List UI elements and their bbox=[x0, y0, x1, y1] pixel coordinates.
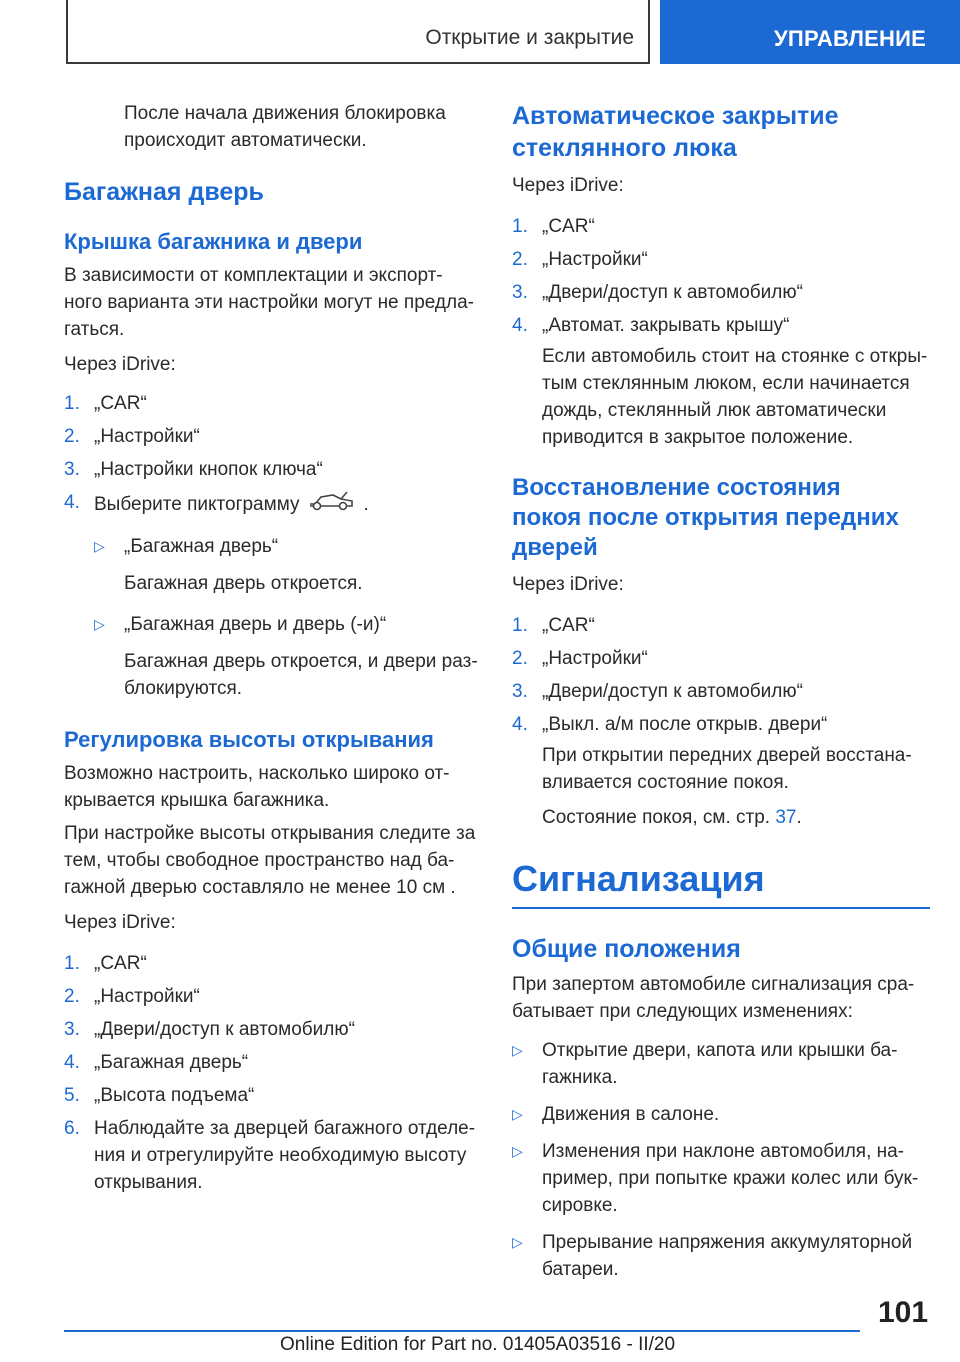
step-text: „Настройки“ bbox=[542, 249, 648, 270]
heading-rule bbox=[512, 907, 930, 909]
heading-auto-close-line-2: стеклянного люка bbox=[512, 134, 737, 162]
list-item bbox=[64, 1049, 484, 1076]
step-number: 3. bbox=[64, 1019, 80, 1040]
step-text: „Настройки“ bbox=[542, 648, 648, 669]
option-desc-line-1: Багажная дверь откроется, и двери раз- bbox=[124, 651, 478, 672]
bullet-line: гажника. bbox=[542, 1067, 618, 1088]
reference-period: . bbox=[796, 807, 802, 828]
height-line-4: тем, чтобы свободное пространство над ба- bbox=[64, 850, 455, 871]
list-item bbox=[512, 645, 930, 672]
step-6-cont-2: открывания. bbox=[94, 1172, 203, 1193]
list-item bbox=[64, 1016, 484, 1043]
triangle-right-icon: ▷ bbox=[94, 538, 105, 554]
option-desc-line-2: блокируются. bbox=[124, 678, 243, 699]
step-4-desc-4: приводится в закрытое положение. bbox=[542, 427, 854, 448]
steps-list-1 bbox=[64, 390, 484, 521]
step-text: Выберите пиктограмму bbox=[94, 494, 300, 516]
list-item bbox=[512, 1229, 930, 1283]
step-number: 1. bbox=[64, 393, 80, 414]
heading-restore-line-2: покоя после открытия передних bbox=[512, 504, 899, 531]
intro-line-1: После начала движения блокировка bbox=[124, 103, 446, 124]
heading-tailgate: Багажная дверь bbox=[64, 178, 264, 206]
list-item bbox=[64, 950, 484, 977]
step-number: 1. bbox=[64, 953, 80, 974]
step-number: 1. bbox=[512, 615, 528, 636]
depend-line-3: гаться. bbox=[64, 319, 125, 340]
step-text: „Двери/доступ к автомобилю“ bbox=[94, 1019, 355, 1040]
list-item bbox=[64, 423, 484, 450]
bullet-line: Открытие двери, капота или крышки ба- bbox=[542, 1040, 898, 1061]
via-idrive-2: Через iDrive: bbox=[64, 912, 176, 933]
height-line-1: Возможно настроить, насколько широко от- bbox=[64, 763, 450, 784]
footer-rule bbox=[64, 1330, 860, 1332]
list-item bbox=[512, 1138, 930, 1219]
step-4b-desc-2: вливается состояние покоя. bbox=[542, 772, 789, 793]
option-label: „Багажная дверь“ bbox=[124, 536, 279, 557]
depend-line-1: В зависимости от комплектации и экспорт- bbox=[64, 265, 443, 286]
heading-lid-doors: Крышка багажника и двери bbox=[64, 229, 363, 254]
step-number: 5. bbox=[64, 1085, 80, 1106]
list-item bbox=[512, 1037, 930, 1091]
step-4-period: . bbox=[363, 494, 369, 516]
step-number: 3. bbox=[512, 681, 528, 702]
bullet-line: Прерывание напряжения аккумуляторной bbox=[542, 1232, 913, 1253]
option-desc: Багажная дверь откроется. bbox=[124, 573, 363, 594]
list-item bbox=[64, 489, 484, 521]
list-item bbox=[512, 711, 930, 738]
step-text: „CAR“ bbox=[542, 615, 595, 636]
pictogram-options bbox=[64, 533, 484, 702]
reference-text: Состояние покоя, см. стр. bbox=[542, 807, 771, 828]
header-section-tab bbox=[66, 0, 650, 64]
step-text: „Настройки“ bbox=[94, 426, 200, 447]
bullet-line: пример, при попытке кражи колес или бук- bbox=[542, 1168, 919, 1189]
list-item bbox=[64, 1082, 484, 1109]
heading-opening-height: Регулировка высоты открывания bbox=[64, 727, 434, 752]
triangle-right-icon: ▷ bbox=[512, 1234, 523, 1250]
list-item bbox=[512, 312, 930, 339]
step-number: 2. bbox=[64, 986, 80, 1007]
list-item bbox=[512, 279, 930, 306]
triangle-right-icon: ▷ bbox=[512, 1106, 523, 1122]
depend-line-2: ного варианта эти настройки могут не предла- bbox=[64, 292, 474, 313]
list-item bbox=[64, 983, 484, 1010]
heading-alarm: Сигнализация bbox=[512, 858, 765, 899]
step-text: „Автомат. закрывать крышу“ bbox=[542, 315, 790, 336]
steps-list-4 bbox=[512, 612, 930, 831]
step-number: 1. bbox=[512, 216, 528, 237]
step-number: 4. bbox=[512, 714, 528, 735]
list-item bbox=[64, 456, 484, 483]
left-column bbox=[64, 100, 484, 1196]
via-idrive-2: Через iDrive: bbox=[512, 574, 624, 595]
steps-list-3 bbox=[512, 213, 930, 451]
list-item bbox=[94, 533, 484, 560]
header-section-title: Открытие и закрытие bbox=[425, 26, 634, 49]
via-idrive: Через iDrive: bbox=[64, 354, 176, 375]
edition-note: Online Edition for Part no. 01405A03516 - II/20 bbox=[280, 1334, 676, 1355]
step-text: Наблюдайте за дверцей багажного отделе- bbox=[94, 1118, 476, 1139]
via-idrive: Через iDrive: bbox=[512, 175, 624, 196]
list-item bbox=[94, 611, 484, 638]
alarm-line-1: При запертом автомобиле сигнализация сра- bbox=[512, 974, 915, 995]
option-label: „Багажная дверь и дверь (-и)“ bbox=[124, 614, 387, 635]
step-text: „Настройки“ bbox=[94, 986, 200, 1007]
alarm-line-2: батывает при следующих изменениях: bbox=[512, 1001, 853, 1022]
bullet-line: сировке. bbox=[542, 1195, 618, 1216]
reference-page-link[interactable]: 37 bbox=[775, 807, 797, 828]
step-text: „Багажная дверь“ bbox=[94, 1052, 249, 1073]
list-item bbox=[64, 1115, 484, 1142]
height-line-5: гажной дверью составляло не менее 10 см . bbox=[64, 877, 456, 898]
alarm-triggers bbox=[512, 1037, 930, 1283]
bullet-line: Изменения при наклоне автомобиля, на- bbox=[542, 1141, 905, 1162]
triangle-right-icon: ▷ bbox=[512, 1042, 523, 1058]
step-text: „Высота подъема“ bbox=[94, 1085, 255, 1106]
step-number: 2. bbox=[512, 648, 528, 669]
step-number: 3. bbox=[64, 459, 80, 480]
list-item bbox=[512, 612, 930, 639]
step-text: „CAR“ bbox=[542, 216, 595, 237]
page-number: 101 bbox=[878, 1296, 929, 1329]
step-number: 4. bbox=[64, 1052, 80, 1073]
step-4-desc-2: тым стеклянным люком, если начинается bbox=[542, 373, 910, 394]
step-number: 4. bbox=[512, 315, 528, 336]
step-number: 4. bbox=[64, 492, 80, 513]
heading-auto-close-line-1: Автоматическое закрытие bbox=[512, 102, 839, 130]
car-trunk-icon bbox=[307, 489, 355, 521]
header-chapter-tab bbox=[660, 0, 960, 64]
list-item bbox=[512, 1101, 930, 1128]
step-4b-desc-1: При открытии передних дверей восстана- bbox=[542, 745, 912, 766]
step-text: „CAR“ bbox=[94, 393, 147, 414]
step-text: „CAR“ bbox=[94, 953, 147, 974]
triangle-right-icon: ▷ bbox=[94, 616, 105, 632]
list-item bbox=[512, 678, 930, 705]
step-text: „Двери/доступ к автомобилю“ bbox=[542, 282, 803, 303]
intro-line-2: происходит автоматически. bbox=[124, 130, 367, 151]
heading-restore-line-3: дверей bbox=[512, 534, 598, 561]
step-text: „Двери/доступ к автомобилю“ bbox=[542, 681, 803, 702]
step-number: 2. bbox=[512, 249, 528, 270]
heading-general: Общие положения bbox=[512, 935, 741, 963]
right-column bbox=[512, 100, 930, 1283]
height-line-3: При настройке высоты открывания следите за bbox=[64, 823, 476, 844]
header-chapter-title: УПРАВЛЕНИЕ bbox=[774, 26, 926, 51]
step-4-desc-1: Если автомобиль стоит на стоянке с откры- bbox=[542, 346, 928, 367]
steps-list-2 bbox=[64, 950, 484, 1196]
step-6-cont-1: ния и отрегулируйте необходимую высоту bbox=[94, 1145, 467, 1166]
step-4-desc-3: дождь, стеклянный люк автоматически bbox=[542, 400, 887, 421]
step-number: 3. bbox=[512, 282, 528, 303]
bullet-line: батареи. bbox=[542, 1259, 619, 1280]
list-item bbox=[64, 390, 484, 417]
height-line-2: крывается крышка багажника. bbox=[64, 790, 330, 811]
step-number: 6. bbox=[64, 1118, 80, 1139]
step-text: „Выкл. а/м после открыв. двери“ bbox=[542, 714, 828, 735]
step-number: 2. bbox=[64, 426, 80, 447]
triangle-right-icon: ▷ bbox=[512, 1143, 523, 1159]
heading-restore-line-1: Восстановление состояния bbox=[512, 474, 841, 501]
bullet-line: Движения в салоне. bbox=[542, 1104, 720, 1125]
reference-line bbox=[512, 804, 930, 831]
list-item bbox=[512, 213, 930, 240]
list-item bbox=[512, 246, 930, 273]
step-text: „Настройки кнопок ключа“ bbox=[94, 459, 323, 480]
